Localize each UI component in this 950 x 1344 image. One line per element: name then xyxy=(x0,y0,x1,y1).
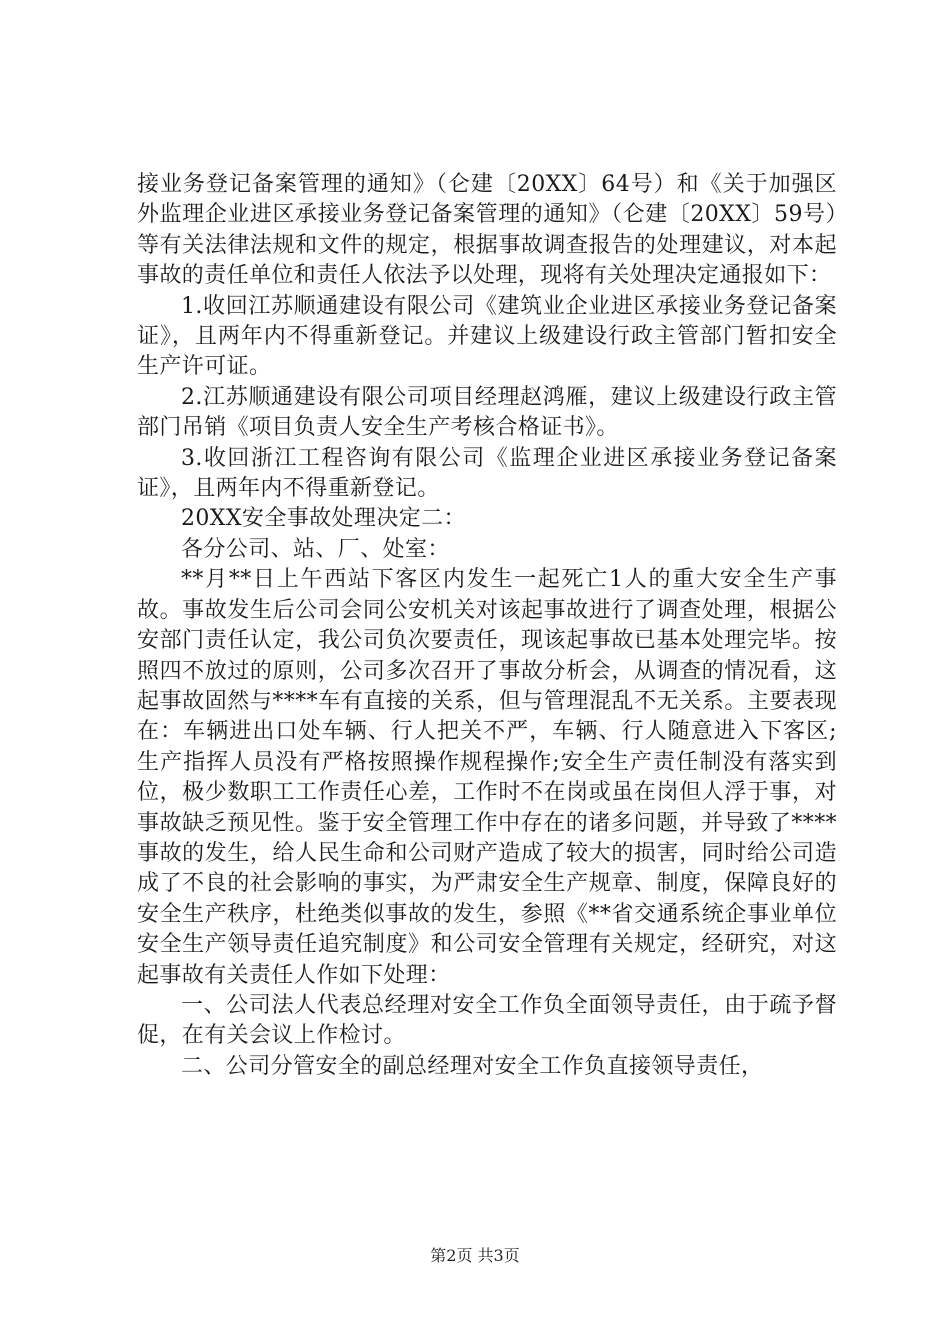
section-heading-decision-two: 20XX安全事故处理决定二： xyxy=(181,506,466,532)
document-body xyxy=(137,170,837,1082)
paragraph-intro-continuation: 接业务登记备案管理的通知》（仑建〔20XX〕64号）和《关于加强区外监理企业进区承接业务登记备案管理的通知》（仑建〔20XX〕59号）等有关法律法规和文件的规定，根据事故调查报告的处理建议，对本起事故的责任单位和责任人依法予以处理，现将有关处理决定通报如下： xyxy=(137,172,837,289)
paragraph-item-1: 1.收回江苏顺通建设有限公司《建筑业企业进区承接业务登记备案证》，且两年内不得重新登记。并建议上级建设行政主管部门暂扣安全生产许可证。 xyxy=(137,293,837,380)
paragraph-item-3: 3.收回浙江工程咨询有限公司《监理企业进区承接业务登记备案证》，且两年内不得重新登记。 xyxy=(137,445,837,502)
page-number-footer: 第2页 共3页 xyxy=(430,1246,520,1265)
paragraph-item-2: 2.江苏顺通建设有限公司项目经理赵鸿雁，建议上级建设行政主管部门吊销《项目负责人安全生产考核合格证书》。 xyxy=(137,384,837,441)
paragraph-penalty-2: 二、公司分管安全的副总经理对安全工作负直接领导责任， xyxy=(181,1053,764,1079)
paragraph-penalty-1: 一、公司法人代表总经理对安全工作负全面领导责任，由于疏予督促，在有关会议上作检讨。 xyxy=(137,992,837,1049)
salutation: 各分公司、站、厂、处室： xyxy=(181,536,450,562)
paragraph-incident-description: **月**日上午西站下客区内发生一起死亡1人的重大安全生产事故。事故发生后公司会同公安机关对该起事故进行了调查处理，根据公安部门责任认定，我公司负次要责任，现该起事故已基本处理完毕。按照四不放过的原则，公司多次召开了事故分析会，从调查的情况看，这起事故固然与****车有直接的关系，但与管理混乱不无关系。主要表现在：车辆进出口处车辆、行人把关不严，车辆、行人随意进入下客区;生产指挥人员没有严格按照操作规程操作;安全生产责任制没有落实到位，极少数职工工作责任心差，工作时不在岗或虽在岗但人浮于事，对事故缺乏预见性。鉴于安全管理工作中存在的诸多问题，并导致了****事故的发生，给人民生命和公司财产造成了较大的损害，同时给公司造成了不良的社会影响的事实，为严肃安全生产规章、制度，保障良好的安全生产秩序，杜绝类似事故的发生，参照《**省交通系统企事业单位安全生产领导责任追究制度》和公司安全管理有关规定，经研究，对这起事故有关责任人作如下处理： xyxy=(137,567,837,988)
